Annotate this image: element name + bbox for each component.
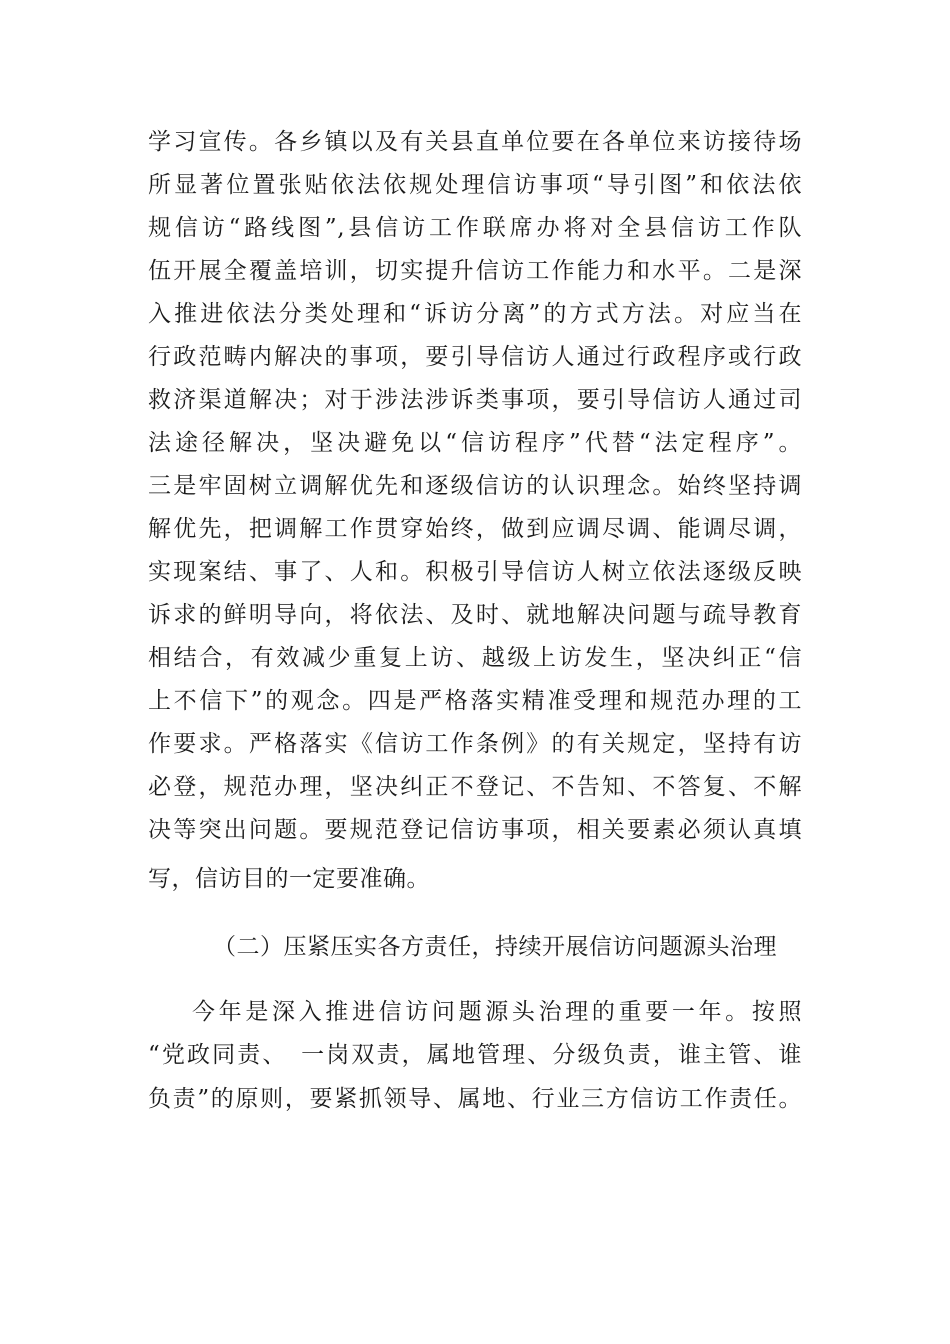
body-text-line: 行政范畴内解决的事项，要引导信访人通过行政程序或行政 bbox=[148, 344, 802, 370]
body-text-line: 所显著位置张贴依法依规处理信访事项“导引图”和依法依 bbox=[148, 172, 802, 198]
body-text-line: 学习宣传。各乡镇以及有关县直单位要在各单位来访接待场 bbox=[148, 129, 802, 155]
body-text-line: 救济渠道解决；对于涉法涉诉类事项，要引导信访人通过司 bbox=[148, 387, 802, 413]
body-text-line: 解优先，把调解工作贯穿始终，做到应调尽调、能调尽调， bbox=[148, 516, 802, 542]
body-text-line: 入推进依法分类处理和“诉访分离”的方式方法。对应当在 bbox=[148, 301, 802, 327]
body-text-line: “党政同责、 一岗双责，属地管理、分级负责，谁主管、谁 bbox=[148, 1042, 802, 1068]
body-text-line: 法途径解决，坚决避免以“信访程序”代替“法定程序”。 bbox=[148, 430, 802, 456]
body-text-line: 伍开展全覆盖培训，切实提升信访工作能力和水平。二是深 bbox=[148, 258, 802, 284]
section-heading: （二）压紧压实各方责任，持续开展信访问题源头治理 bbox=[213, 934, 777, 960]
body-text-line: 三是牢固树立调解优先和逐级信访的认识理念。始终坚持调 bbox=[148, 473, 802, 499]
body-text-line: 必登，规范办理，坚决纠正不登记、不告知、不答复、不解 bbox=[148, 774, 802, 800]
body-text-line: 今年是深入推进信访问题源头治理的重要一年。按照 bbox=[192, 999, 802, 1025]
body-text-line: 相结合，有效减少重复上访、越级上访发生，坚决纠正“信 bbox=[148, 645, 802, 671]
body-text-line: 规信访“路线图”,县信访工作联席办将对全县信访工作队 bbox=[148, 215, 802, 241]
body-text-line: 负责”的原则，要紧抓领导、属地、行业三方信访工作责任。 bbox=[148, 1086, 802, 1112]
body-text-line: 写，信访目的一定要准确。 bbox=[148, 866, 430, 892]
body-text-line: 上不信下”的观念。四是严格落实精准受理和规范办理的工 bbox=[148, 688, 802, 714]
body-text-line: 诉求的鲜明导向，将依法、及时、就地解决问题与疏导教育 bbox=[148, 602, 802, 628]
body-text-line: 作要求。严格落实《信访工作条例》的有关规定，坚持有访 bbox=[148, 731, 802, 757]
body-text-line: 决等突出问题。要规范登记信访事项，相关要素必须认真填 bbox=[148, 817, 802, 843]
body-text-line: 实现案结、事了、人和。积极引导信访人树立依法逐级反映 bbox=[148, 559, 802, 585]
